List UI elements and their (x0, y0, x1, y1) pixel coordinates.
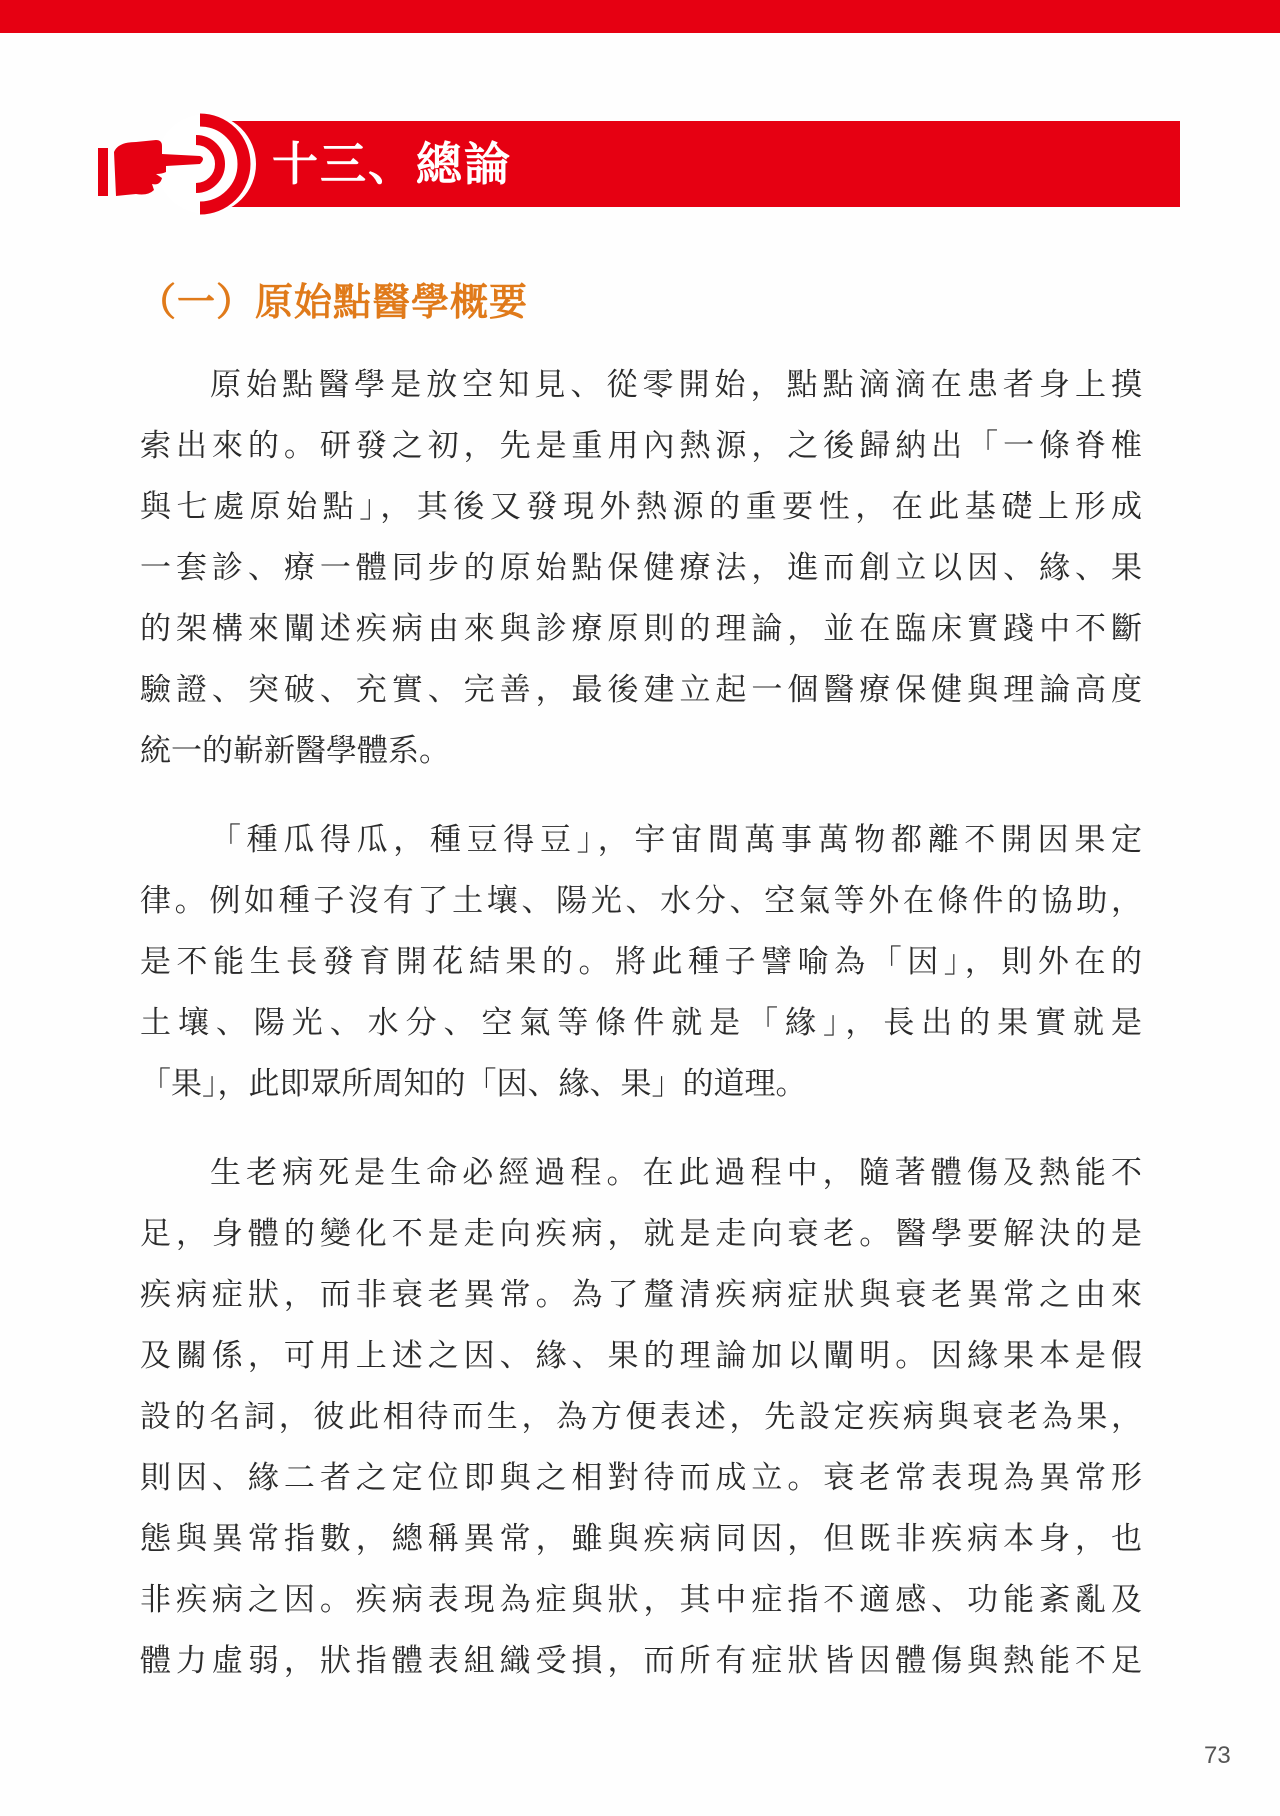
text-line: 與七處原始點」，其後又發現外熱源的重要性，在此基礎上形成 (140, 489, 1142, 525)
text-line: 則因、緣二者之定位即與之相對待而成立。衰老常表現為異常形 (140, 1460, 1142, 1496)
text-line: 統一的嶄新醫學體系。 (140, 733, 450, 769)
text-line: 體力虛弱，狀指體表組織受損，而所有症狀皆因體傷與熱能不足 (140, 1643, 1142, 1679)
paragraph-3 (140, 1143, 1142, 1692)
text-line: 原始點醫學是放空知見、從零開始，點點滴滴在患者身上摸 (210, 367, 1142, 403)
page-number: 73 (1204, 1742, 1231, 1769)
text-line: 索出來的。研發之初，先是重用內熱源，之後歸納出「一條脊椎 (140, 428, 1142, 464)
text-line: 設的名詞，彼此相待而生，為方便表述，先設定疾病與衰老為果， (140, 1399, 1142, 1435)
text-line: 生老病死是生命必經過程。在此過程中，隨著體傷及熱能不 (210, 1155, 1142, 1191)
paragraph-1 (140, 355, 1142, 782)
text-line: 驗證、突破、充實、完善，最後建立起一個醫療保健與理論高度 (140, 672, 1142, 708)
pointing-hand-target-icon (96, 112, 266, 216)
text-line: 非疾病之因。疾病表現為症與狀，其中症指不適感、功能紊亂及 (140, 1582, 1142, 1618)
text-line: 的架構來闡述疾病由來與診療原則的理論，並在臨床實踐中不斷 (140, 611, 1142, 647)
text-line: 一套診、療一體同步的原始點保健療法，進而創立以因、緣、果 (140, 550, 1142, 586)
chapter-title: 十三、總論 (272, 137, 512, 191)
text-line: 「種瓜得瓜，種豆得豆」，宇宙間萬事萬物都離不開因果定 (210, 822, 1142, 858)
text-line: 是不能生長發育開花結果的。將此種子譬喻為「因」，則外在的 (140, 944, 1142, 980)
top-accent-bar (0, 0, 1280, 33)
text-line: 疾病症狀，而非衰老異常。為了釐清疾病症狀與衰老異常之由來 (140, 1277, 1142, 1313)
section-title: （一）原始點醫學概要 (138, 279, 529, 324)
text-line: 足，身體的變化不是走向疾病，就是走向衰老。醫學要解決的是 (140, 1216, 1142, 1252)
text-line: 及關係，可用上述之因、緣、果的理論加以闡明。因緣果本是假 (140, 1338, 1142, 1374)
paragraph-2 (140, 810, 1142, 1115)
text-line: 「果」，此即眾所周知的「因、緣、果」的道理。 (140, 1066, 807, 1102)
text-line: 態與異常指數，總稱異常，雖與疾病同因，但既非疾病本身，也 (140, 1521, 1142, 1557)
text-line: 律。例如種子沒有了土壤、陽光、水分、空氣等外在條件的協助， (140, 883, 1142, 919)
text-line: 土壤、陽光、水分、空氣等條件就是「緣」，長出的果實就是 (140, 1005, 1142, 1041)
